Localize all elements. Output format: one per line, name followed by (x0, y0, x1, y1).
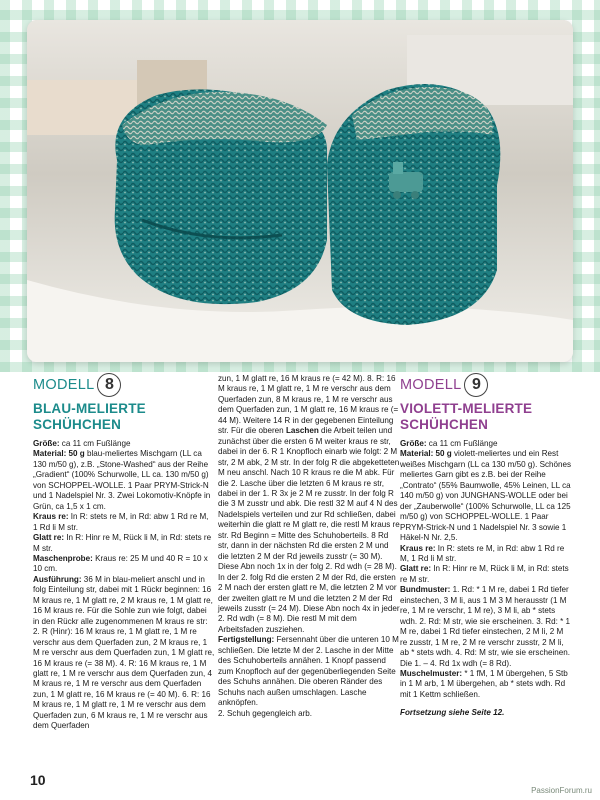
glatt-para (33, 533, 215, 554)
kraus-label: Kraus re: (400, 543, 436, 553)
model-header (33, 372, 215, 398)
fertig-text: Fersennaht über die unteren 10 M schließen. Die letzte M der 2. Lasche in der Mitte des Schuhoberteils annähen. 1 Knopf passend zum Knopfloch auf der gegenüberliegenden Seite des Schuhs annähen. Die oberen Ränder des Schuhs nach außen umschlagen. Lasche anknöpfen. (218, 635, 399, 708)
model-header (400, 372, 572, 398)
groesse-label: Größe: (400, 439, 427, 448)
page-number: 10 (30, 772, 46, 788)
title-line-1: VIOLETT-MELIERTE (400, 401, 533, 416)
bund-para (400, 585, 572, 669)
kraus-text: In R: stets re M, in Rd: abw 1 Rd re M, 1 Rd li M str. (33, 512, 209, 532)
kraus-label: Kraus re: (33, 512, 69, 522)
title-line-2: SCHÜHCHEN (33, 417, 122, 432)
material-para (33, 449, 215, 512)
model-number-badge: 8 (97, 373, 121, 397)
groesse-label: Größe: (33, 439, 60, 448)
model-title (400, 401, 572, 433)
maschenprobe-text: Kraus re: 25 M und 40 R = 10 x 10 cm. (33, 553, 208, 574)
fertig-para (218, 635, 400, 708)
booties-illustration (27, 20, 573, 362)
ausfuehrung-label: Ausführung: (33, 574, 82, 584)
muschel-text: * 1 fM, 1 M übergehen, 5 Stb in 1 M arb, 1 M übergehen, ab * stets wdh. Rd mit 1 Kettm schließen. (400, 668, 568, 699)
column-middle (218, 374, 400, 719)
groesse-text: ca 11 cm Fußlänge (59, 439, 131, 448)
title-line-2: SCHÜHCHEN (400, 417, 489, 432)
kraus-text: In R: stets re M, in Rd: abw 1 Rd re M, 1 Rd li M str. (400, 543, 565, 563)
title-line-1: BLAU-MELIERTE (33, 401, 146, 416)
booties-photo (27, 20, 573, 362)
kraus-para (33, 512, 215, 533)
schuh2-para: 2. Schuh gegengleich arb. (218, 708, 313, 718)
bund-label: Bundmuster: (400, 585, 451, 595)
continued-text-b: die Arbeit teilen und zunächst über die ersten 6 M weiter kraus re str, dabei in der 6. R 1 Knopfloch einarb wie folgt: 2 M str, 2 M abk, 2 M str. In der folg R die abgeketteten M neu anschl. Nach 10 R kraus re die M abk. Für die 2. Lasche über die letzten 6 M kraus re str, dabei in der 1. R 3x je 2 M re zusstr. In der folg R die 3 M zusstr und abk. Die restl 32 M auf 4 N des Nadelspiels verteilen und zur Rd schließen, dabei weiterhin die glatt re M glatt re, die restl M kraus re str. Rd Beginn = Mitte des Schuhoberteils. 8 Rd str, dann in der nächsten Rd die ersten 2 M und die letzten 2 M der Rd jeweils zusstr (= 30 M). Diese Abn noch 1x in der folg 2. Rd wdh (= 28 M). In der 2. folg Rd die ersten 2 M der Rd, die ersten 2 M nach der ersten glatt re M, die letzten 2 M vor der zweiten glatt re M und die letzten 2 M der Rd jeweils zusstr (= 24 M). Diese Abn noch 4x in jeder 2. Rd wdh (= 8 M). Die restl M mit dem Arbeitsfaden zusziehen. (218, 426, 400, 634)
material-label: Material: 50 g (400, 449, 452, 459)
column-modell-9 (400, 372, 572, 719)
ausfuehrung-text: 36 M in blau-meliert anschl und in folg Einteilung str, dabei mit 1 Rückr beginnen: 16 M kraus re, 1 M glatt re, 2 M kraus re, 1 M glatt re, 16 M kraus re. Für die Sohle zun wie folgt, dabei in den Rückr alle zugenommenen M kraus re str: 2. R (Hinr): 16 M kraus re, 1 M glatt re, 1 M re verschr aus dem Querfaden zun, 2 M kraus re, 1 M re verschr aus dem Querfaden zun, 1 M glatt re, 16 M kraus re (= 38 M). 4. R: 16 M kraus re, 1 M glatt re, 1 M re verschr aus dem Querfaden zun, 4 M kraus re, 1 M re verschr aus dem Querfaden zun, 1 M glatt re, 16 M kraus re (= 40 M). 6. R: 16 M kraus re, 1 M glatt re, 1 M re verschr aus dem Querfaden zun, 6 M kraus re, 1 M re verschr aus dem Querfaden (33, 574, 215, 731)
watermark: PassionForum.ru (531, 786, 592, 795)
muschel-para (400, 669, 572, 700)
material-text: blau-meliertes Mischgarn (LL ca 130 m/50 g), z.B. „Stone-Washed“ aus der Reihe „Gradient“ (100% Schurwolle, LL ca. 130 m/50 g) von SCHOPPEL-WOLLE. 1 Paar PRYM-Strick-N und 1 Nadelspiel Nr. 3. Zwei Lokomotiv-Knöpfe in Grün, ca 1,5 x 1 cm. (33, 449, 211, 511)
maschenprobe-label: Maschenprobe: (33, 553, 93, 563)
groesse-para (33, 439, 215, 449)
ausfuehrung-para (33, 575, 215, 732)
model-title (33, 401, 215, 433)
fertig-label: Fertigstellung: (218, 635, 275, 645)
glatt-label: Glatt re: (33, 533, 65, 543)
glatt-para (400, 564, 572, 585)
muschel-label: Muschelmuster: (400, 668, 463, 678)
material-para (400, 449, 572, 543)
glatt-label: Glatt re: (400, 564, 432, 574)
continuation-note: Fortsetzung siehe Seite 12. (400, 708, 505, 718)
model-number-badge: 9 (464, 373, 488, 397)
model-label: MODELL (400, 376, 462, 393)
material-label: Material: 50 g (33, 449, 85, 459)
material-text: violett-meliertes und ein Rest weißes Mischgarn (LL ca 130 m/50 g). Schönes meliertes Garn gibt es z.B. bei der Reihe „Contrato“ (55% Baumwolle, 45% Leinen, LL ca 140 m/50 g) von JUNGHANS-WOLLE oder bei der „Zauberwolle“ (100% Schurwolle, LL ca 125 m/50 g) von SCHOPPEL-WOLLE. 1 Paar PRYM-Strick-N und 1 Nadelspiel Nr. 3 sowie 1 Häkel-N Nr. 2,5. (400, 449, 572, 543)
glatt-text: In R: Hinr re M, Rück li M, in Rd: stets re M str. (33, 533, 212, 553)
kraus-para (400, 544, 572, 565)
continued-text-para (218, 374, 400, 635)
bund-text: 1. Rd: * 1 M re, dabei 1 Rd tiefer einstechen, 3 M li, aus 1 M 3 M herausstr (1 M re, 1 M re verschr, 1 M re), 3 M li, ab * stets wdh. 2. Rd: M str, wie sie erscheinen. 3. Rd: * 1 M re, dabei 1 Rd tiefer einstechen, 2 M li, 2 M re zusstr, 1 M re, 2 M re verschr zusstr, 2 M li, ab * stets wdh. 4. Rd: M str, wie sie erscheinen. Die 1. – 4. Rd 1x wdh (= 8 Rd). (400, 585, 571, 668)
groesse-text: ca 11 cm Fußlänge (426, 439, 498, 448)
maschenprobe-para (33, 554, 215, 575)
glatt-text: In R: Hinr re M, Rück li M, in Rd: stets re M str. (400, 564, 569, 584)
continued-text-a: zun, 1 M glatt re, 16 M kraus re (= 42 M). 8. R: 16 M kraus re, 1 M glatt re, 1 M re verschr aus dem Querfaden zun, 8 M kraus re, 1 M re verschr aus dem Querfaden zun, 1 M glatt re, 16 M kraus re (= 44 M). Weitere 14 R in der gegebenen Einteilung str. Für die oberen (218, 374, 399, 436)
model-label: MODELL (33, 376, 95, 393)
groesse-para (400, 439, 572, 449)
column-modell-8 (33, 372, 215, 732)
laschen-label: Laschen (285, 426, 319, 436)
